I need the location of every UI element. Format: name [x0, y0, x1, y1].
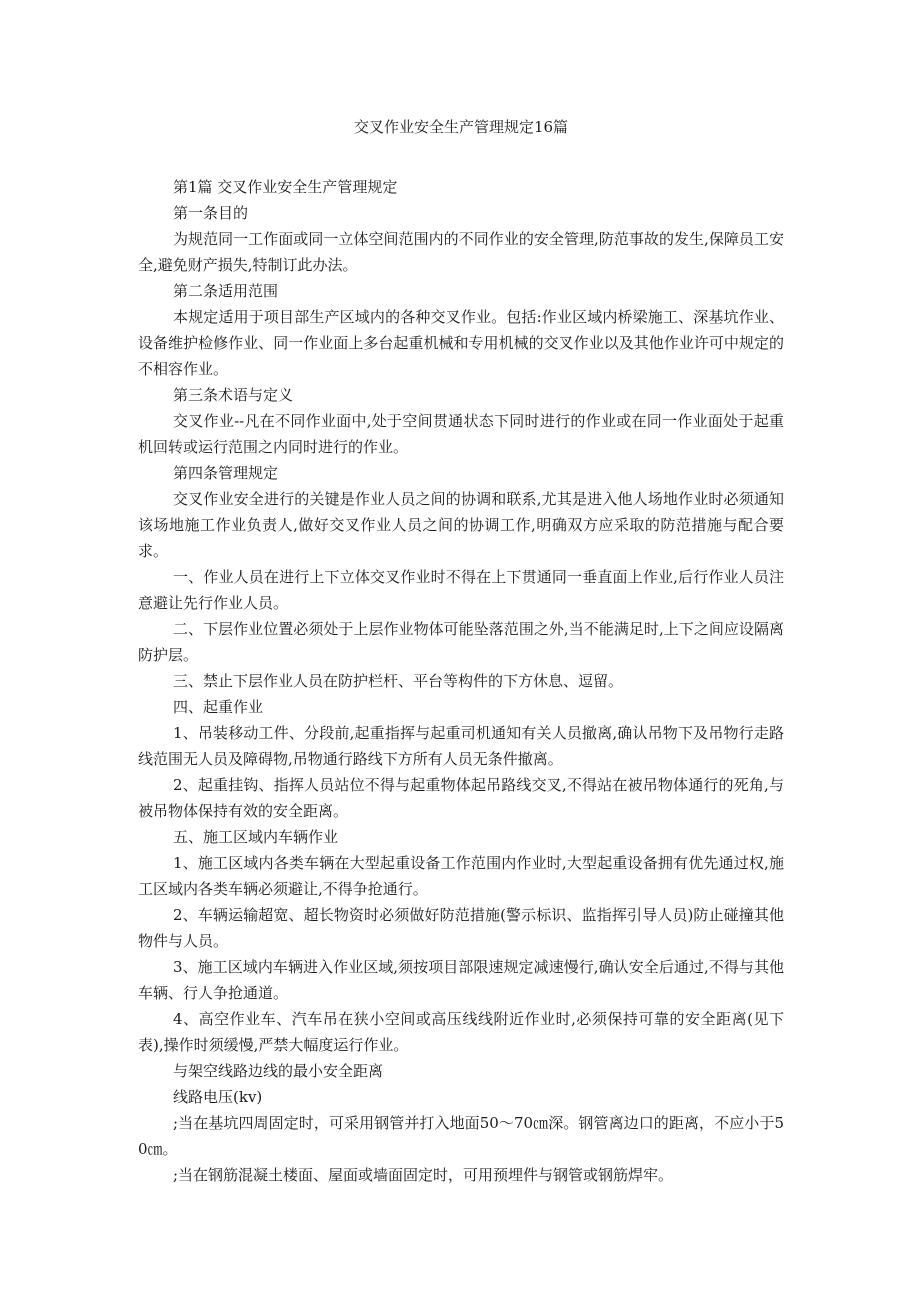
- paragraph: 交叉作业安全进行的关键是作业人员之间的协调和联系,尤其是进入他人场地作业时必须通知该场地施工作业负责人,做好交叉作业人员之间的协调工作,明确双方应采取的防范措施与配合要求。: [138, 490, 784, 560]
- paragraph: 一、作业人员在进行上下立体交叉作业时不得在上下贯通同一垂直面上作业,后行作业人员注意避让先行作业人员。: [138, 568, 784, 612]
- paragraph: 1、吊装移动工件、分段前,起重指挥与起重司机通知有关人员撤离,确认吊物下及吊物行走路线范围无人员及障碍物,吊物通行路线下方所有人员无条件撤离。: [138, 724, 784, 768]
- paragraph: 3、施工区域内车辆进入作业区域,须按项目部限速规定减速慢行,确认安全后通过,不得与其他车辆、行人争抢通道。: [138, 958, 784, 1002]
- article-heading: 第三条术语与定义: [173, 386, 294, 404]
- paragraph: 1、施工区域内各类车辆在大型起重设备工作范围内作业时,大型起重设备拥有优先通过权,施工区域内各类车辆必须避让,不得争抢通行。: [138, 854, 784, 898]
- table-header: 线路电压(kv): [173, 1088, 263, 1106]
- paragraph: 2、起重挂钩、指挥人员站位不得与起重物体起吊路线交叉,不得站在被吊物体通行的死角,与被吊物体保持有效的安全距离。: [138, 776, 784, 820]
- paragraph: 4、高空作业车、汽车吊在狭小空间或高压线线附近作业时,必须保持可靠的安全距离(见下表),操作时须缓慢,严禁大幅度运行作业。: [138, 1010, 784, 1054]
- paragraph: 二、下层作业位置必须处于上层作业物体可能坠落范围之外,当不能满足时,上下之间应设隔离防护层。: [138, 620, 784, 664]
- paragraph: 三、禁止下层作业人员在防护栏杆、平台等构件的下方休息、逗留。: [173, 672, 624, 690]
- paragraph: ;当在基坑四周固定时，可采用钢管并打入地面50～70㎝深。钢管离边口的距离，不应小于50㎝。: [138, 1114, 784, 1158]
- paragraph: 交叉作业--凡在不同作业面中,处于空间贯通状态下同时进行的作业或在同一作业面处于起重机回转或运行范围之内同时进行的作业。: [138, 412, 784, 456]
- subsection-heading: 四、起重作业: [173, 698, 264, 716]
- document-title: 交叉作业安全生产管理规定16篇: [353, 118, 569, 136]
- table-caption: 与架空线路边线的最小安全距离: [173, 1062, 384, 1080]
- paragraph: 2、车辆运输超宽、超长物资时必须做好防范措施(警示标识、监指挥引导人员)防止碰撞其他物件与人员。: [138, 906, 784, 950]
- article-heading: 第一条目的: [173, 204, 249, 222]
- paragraph: 为规范同一工作面或同一立体空间范围内的不同作业的安全管理,防范事故的发生,保障员工安全,避免财产损失,特制订此办法。: [138, 230, 784, 274]
- document-body: [138, 174, 784, 1188]
- article-heading: 第四条管理规定: [173, 464, 279, 482]
- paragraph: 本规定适用于项目部生产区域内的各种交叉作业。包括:作业区域内桥梁施工、深基坑作业、设备维护检修作业、同一作业面上多台起重机械和专用机械的交叉作业以及其他作业许可中规定的不相容作业。: [138, 308, 784, 378]
- paragraph: ;当在钢筋混凝土楼面、屋面或墙面固定时，可用预埋件与钢管或钢筋焊牢。: [173, 1166, 674, 1184]
- section-heading: 第1篇 交叉作业安全生产管理规定: [173, 178, 398, 196]
- subsection-heading: 五、施工区域内车辆作业: [173, 828, 339, 846]
- article-heading: 第二条适用范围: [173, 282, 279, 300]
